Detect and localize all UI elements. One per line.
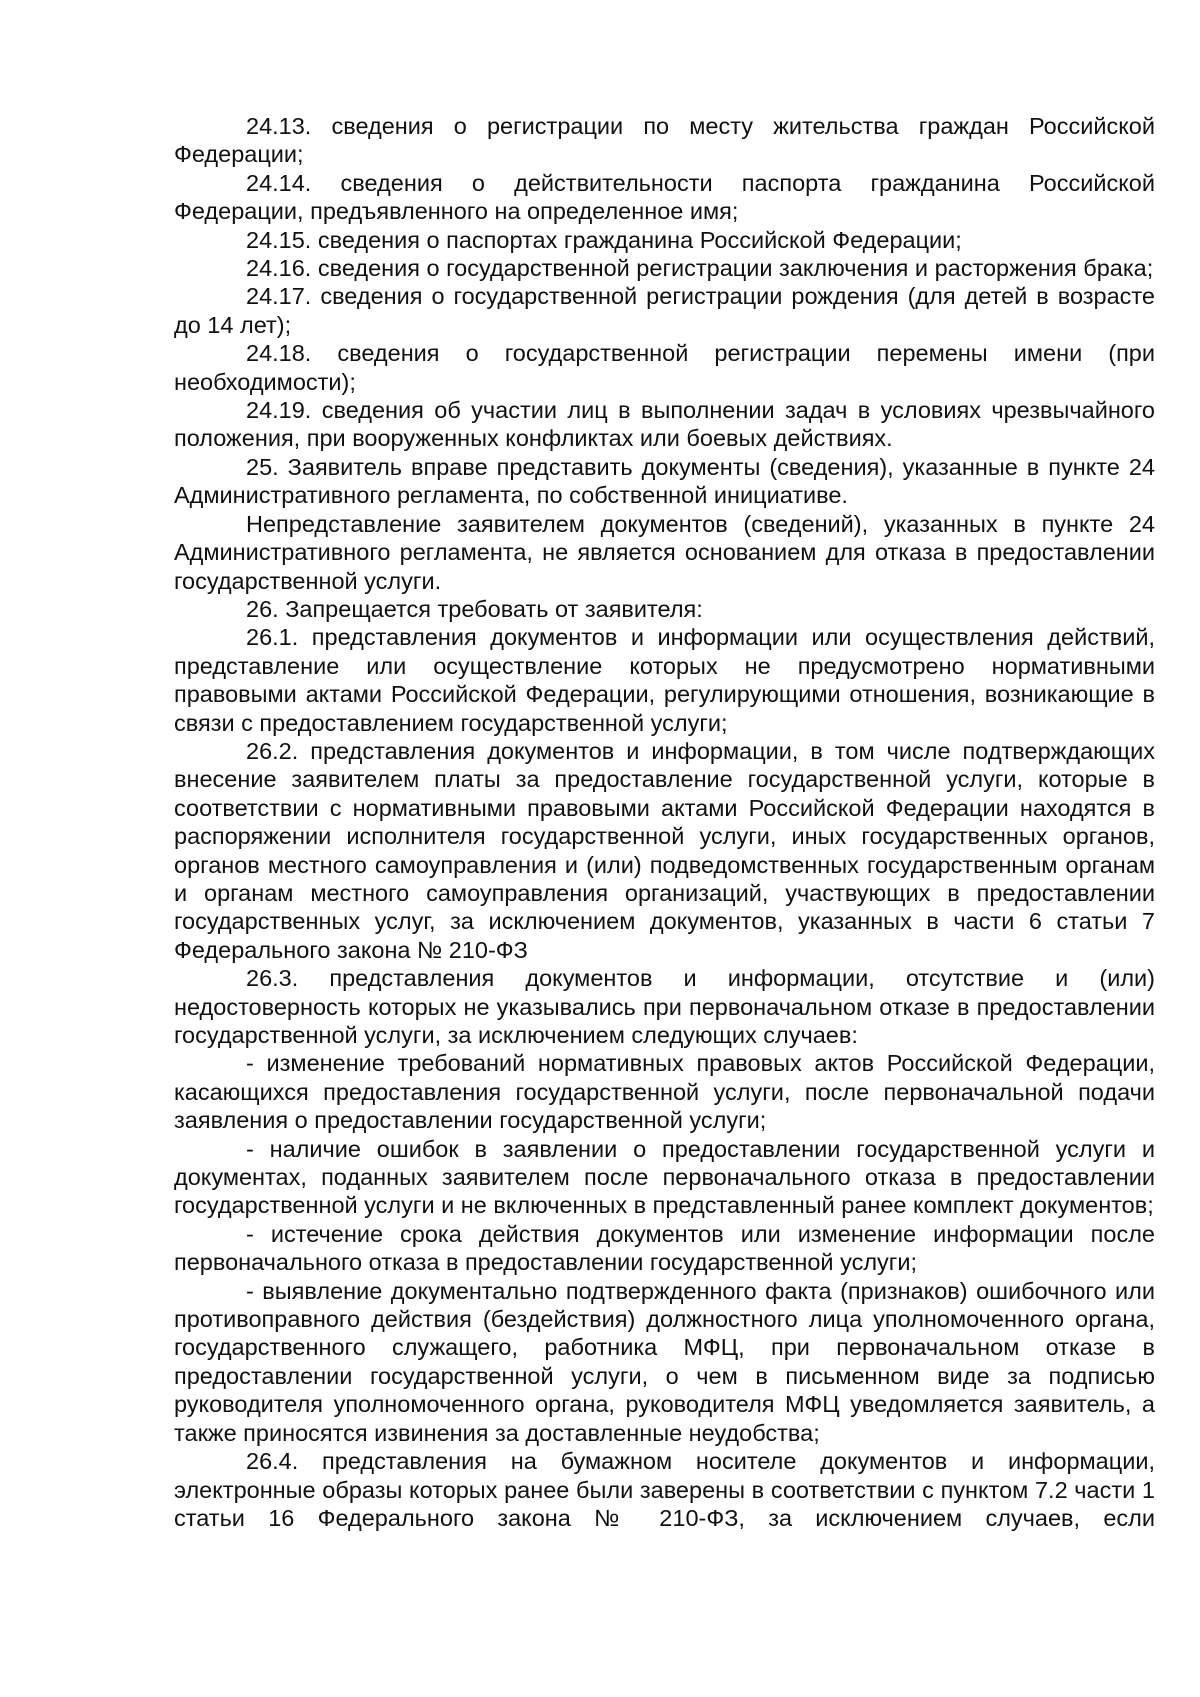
- paragraph-24-19: 24.19. сведения об участии лиц в выполнении задач в условиях чрезвычайного положения, при вооруженных конфликтах или боевых действиях.: [174, 397, 1155, 452]
- paragraph-24-16: 24.16. сведения о государственной регистрации заключения и расторжения брака;: [246, 255, 1154, 282]
- paragraph-25: 25. Заявитель вправе представить документы (сведения), указанные в пункте 24 Административного регламента, по собственной инициативе.: [174, 453, 1155, 509]
- paragraph-26: 26. Запрещается требовать от заявителя:: [246, 595, 703, 622]
- document-page: [174, 112, 1155, 1532]
- paragraph-24-13: 24.13. сведения о регистрации по месту жительства граждан Российской Федерации;: [174, 113, 1155, 168]
- list-item-document-expiry: - истечение срока действия документов или изменение информации после первоначального отказа в предоставлении государственной услуги;: [174, 1220, 1155, 1276]
- paragraph-24-18: 24.18. сведения о государственной регистрации перемены имени (при необходимости);: [174, 340, 1155, 395]
- paragraph-26-3: 26.3. представления документов и информации, отсутствие и (или) недостоверность которых не указывались при первоначальном отказе в предоставлении государственной услуги, за исключением следующих случаев:: [174, 965, 1155, 1048]
- list-item-official-misconduct: - выявление документально подтвержденного факта (признаков) ошибочного или противоправного действия (бездействия) должностного лица уполномоченного органа, государственного служащего, работника МФЦ, при первоначальном отказе в предоставлении государственной услуги, о чем в письменном виде за подписью руководителя уполномоченного органа, руководителя МФЦ уведомляется заявитель, а также приносятся извинения за доставленные неудобства;: [174, 1277, 1155, 1446]
- paragraph-24-15: 24.15. сведения о паспортах гражданина Российской Федерации;: [246, 226, 962, 253]
- list-item-requirements-change: - изменение требований нормативных правовых актов Российской Федерации, касающихся предоставления государственной услуги, после первоначальной подачи заявления о предоставлении государственной услуги;: [174, 1050, 1155, 1134]
- paragraph-24-17: 24.17. сведения о государственной регистрации рождения (для детей в возрасте до 14 лет);: [174, 283, 1155, 338]
- list-item-errors-in-application: - наличие ошибок в заявлении о предоставлении государственной услуги и документах, поданных заявителем после первоначального отказа в предоставлении государственной услуги и не включенных в представленный ранее комплект документов;: [174, 1135, 1155, 1219]
- paragraph-24-14: 24.14. сведения о действительности паспорта гражданина Российской Федерации, предъявленного на определенное имя;: [174, 169, 1155, 225]
- paragraph-26-4: 26.4. представления на бумажном носителе документов и информации, электронные образы которых ранее были заверены в соответствии с пунктом 7.2 части 1 статьи 16 Федерального закона № 210-ФЗ, за исключением случаев, если: [174, 1448, 1155, 1531]
- paragraph-26-2: 26.2. представления документов и информации, в том числе подтверждающих внесение заявителем платы за предоставление государственной услуги, которые в соответствии с нормативными правовыми актами Российской Федерации находятся в распоряжении исполнителя государственной услуги, иных государственных органов, органов местного самоуправления и (или) подведомственных государственным органам и органам местного самоуправления организаций, участвующих в предоставлении государственных услуг, за исключением документов, указанных в части 6 статьи 7 Федерального закона № 210-ФЗ: [174, 737, 1155, 963]
- paragraph-26-1: 26.1. представления документов и информации или осуществления действий, представление или осуществление которых не предусмотрено нормативными правовыми актами Российской Федерации, регулирующими отношения, возникающие в связи с предоставлением государственной услуги;: [174, 624, 1155, 736]
- paragraph-25-non-submission: Непредставление заявителем документов (сведений), указанных в пункте 24 Административного регламента, не является основанием для отказа в предоставлении государственной услуги.: [174, 510, 1155, 594]
